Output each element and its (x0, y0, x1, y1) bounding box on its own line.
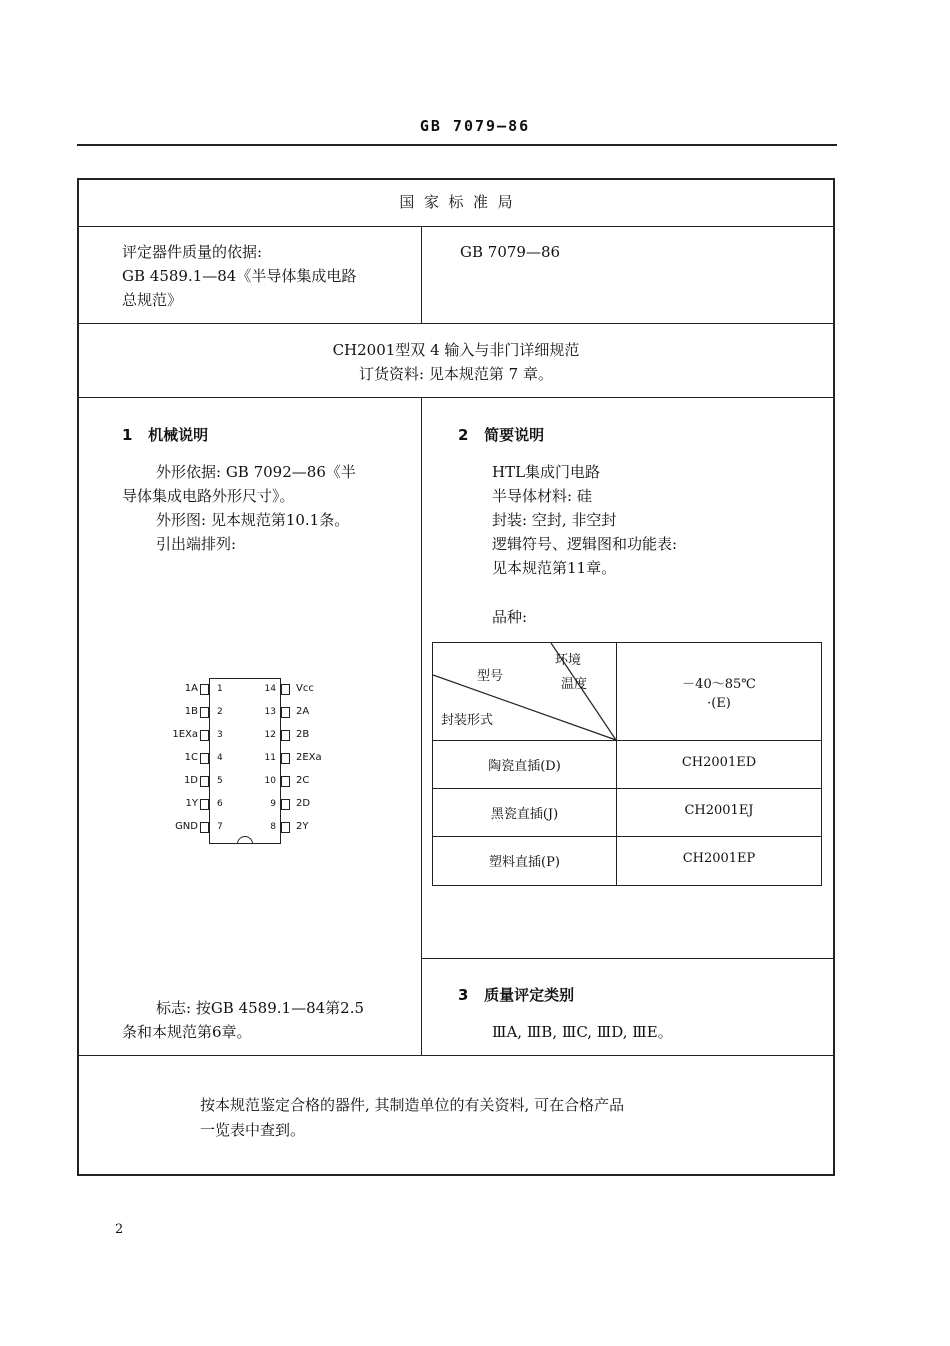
divider-basis-vertical (421, 226, 422, 323)
pin-number-left: 6 (217, 799, 223, 809)
divider-section3 (421, 958, 835, 959)
row-1-package: 陶瓷直插(D) (488, 759, 561, 774)
divider-footer (77, 1055, 835, 1056)
table-row-divider-3 (433, 836, 821, 837)
chip-notch (237, 836, 253, 844)
pin-lead-left (200, 707, 209, 718)
pin-lead-right (281, 776, 290, 787)
basis-line-2: GB 4589.1—84《半导体集成电路 (122, 267, 357, 285)
pin-number-left: 4 (217, 753, 223, 763)
pin-label-right: 2C (296, 775, 310, 786)
pin-lead-left (200, 822, 209, 833)
section1-para-4: 引出端排列: (156, 535, 237, 553)
pin-number-left: 7 (217, 822, 223, 832)
pin-label-left: 1A (184, 683, 198, 694)
section1-para-1: 外形依据: GB 7092—86《半 (156, 463, 356, 481)
pin-lead-right (281, 684, 290, 695)
pin-label-right: 2EXa (296, 752, 322, 763)
temp-code: ·(E) (707, 696, 731, 711)
pin-label-right: 2D (296, 798, 311, 809)
row-1-model: CH2001ED (681, 755, 757, 770)
row-2-model: CH2001EJ (684, 803, 754, 818)
org-title: 国 家 标 准 局 (399, 193, 513, 211)
pin-label-right: 2A (296, 706, 310, 717)
pin-number-left: 1 (217, 684, 223, 694)
diag-model-label: 型号 (477, 669, 504, 684)
pin-number-right: 10 (264, 776, 276, 786)
pin-lead-right (281, 822, 290, 833)
header-rule (77, 144, 837, 146)
divider-basis (77, 323, 835, 324)
pin-label-left: 1C (184, 752, 198, 763)
divider-sections-vertical (421, 397, 422, 1055)
basis-line-3: 总规范》 (122, 291, 183, 309)
dip14-pinout (150, 670, 350, 850)
pin-lead-left (200, 684, 209, 695)
section2-line-5: 见本规范第11章。 (492, 559, 617, 577)
pin-label-left: 1EXa (172, 729, 198, 740)
section1-heading: 1 机械说明 (122, 426, 209, 444)
pin-label-left: 1B (184, 706, 198, 717)
pin-label-right: 2Y (296, 821, 309, 832)
spec-title: CH2001型双 4 输入与非门详细规范 (332, 341, 580, 359)
diag-package-label: 封装形式 (441, 713, 494, 728)
document-number-header: GB 7079—86 (419, 117, 531, 135)
marking-line-1: 标志: 按GB 4589.1—84第2.5 (156, 999, 365, 1017)
pin-number-right: 13 (264, 707, 276, 717)
row-3-package: 塑料直插(P) (489, 855, 560, 870)
section2-heading: 2 简要说明 (458, 426, 545, 444)
pin-number-right: 12 (264, 730, 276, 740)
pin-number-right: 11 (264, 753, 276, 763)
pin-number-left: 3 (217, 730, 223, 740)
row-3-model: CH2001EP (682, 851, 756, 866)
ordering-info: 订货资料: 见本规范第 7 章。 (359, 365, 553, 383)
temp-range: －40～85℃ (682, 677, 756, 692)
pin-lead-left (200, 776, 209, 787)
pin-number-right: 9 (270, 799, 276, 809)
pin-number-left: 2 (217, 707, 223, 717)
diag-temp-label: 温度 (561, 677, 588, 692)
pin-label-left: GND (175, 821, 198, 832)
table-row-divider-2 (433, 788, 821, 789)
pin-number-right: 8 (270, 822, 276, 832)
footer-note-line-1: 按本规范鉴定合格的器件, 其制造单位的有关资料, 可在合格产品 (200, 1096, 625, 1114)
page-number: 2 (115, 1222, 124, 1237)
marking-line-2: 条和本规范第6章。 (122, 1023, 252, 1041)
section2-line-4: 逻辑符号、逻辑图和功能表: (492, 535, 678, 553)
pin-lead-left (200, 753, 209, 764)
section2-line-2: 半导体材料: 硅 (492, 487, 592, 505)
basis-doc-number: GB 7079—86 (460, 243, 561, 261)
pin-lead-right (281, 730, 290, 741)
section1-para-3: 外形图: 见本规范第10.1条。 (156, 511, 350, 529)
pin-lead-right (281, 707, 290, 718)
section2-line-3: 封装: 空封, 非空封 (492, 511, 617, 529)
section3-heading: 3 质量评定类别 (458, 986, 575, 1004)
pin-lead-left (200, 799, 209, 810)
footer-note-line-2: 一览表中查到。 (200, 1121, 306, 1139)
pin-label-left: 1Y (185, 798, 198, 809)
variety-table (432, 642, 822, 886)
diag-env-label: 环境 (555, 653, 582, 668)
pin-number-right: 14 (264, 684, 276, 694)
section2-line-1: HTL集成门电路 (492, 463, 601, 481)
basis-line-1: 评定器件质量的依据: (122, 243, 263, 261)
row-2-package: 黑瓷直插(J) (490, 807, 559, 822)
quality-categories: ⅢA, ⅢB, ⅢC, ⅢD, ⅢE。 (492, 1023, 673, 1041)
pin-label-right: Vcc (296, 683, 314, 694)
variety-label: 品种: (492, 608, 528, 626)
pin-lead-left (200, 730, 209, 741)
divider-title (77, 397, 835, 398)
section1-para-2: 导体集成电路外形尺寸》。 (122, 487, 295, 505)
pin-lead-right (281, 799, 290, 810)
pin-number-left: 5 (217, 776, 223, 786)
pin-lead-right (281, 753, 290, 764)
pin-label-right: 2B (296, 729, 310, 740)
pin-label-left: 1D (183, 775, 198, 786)
divider-org (77, 226, 835, 227)
